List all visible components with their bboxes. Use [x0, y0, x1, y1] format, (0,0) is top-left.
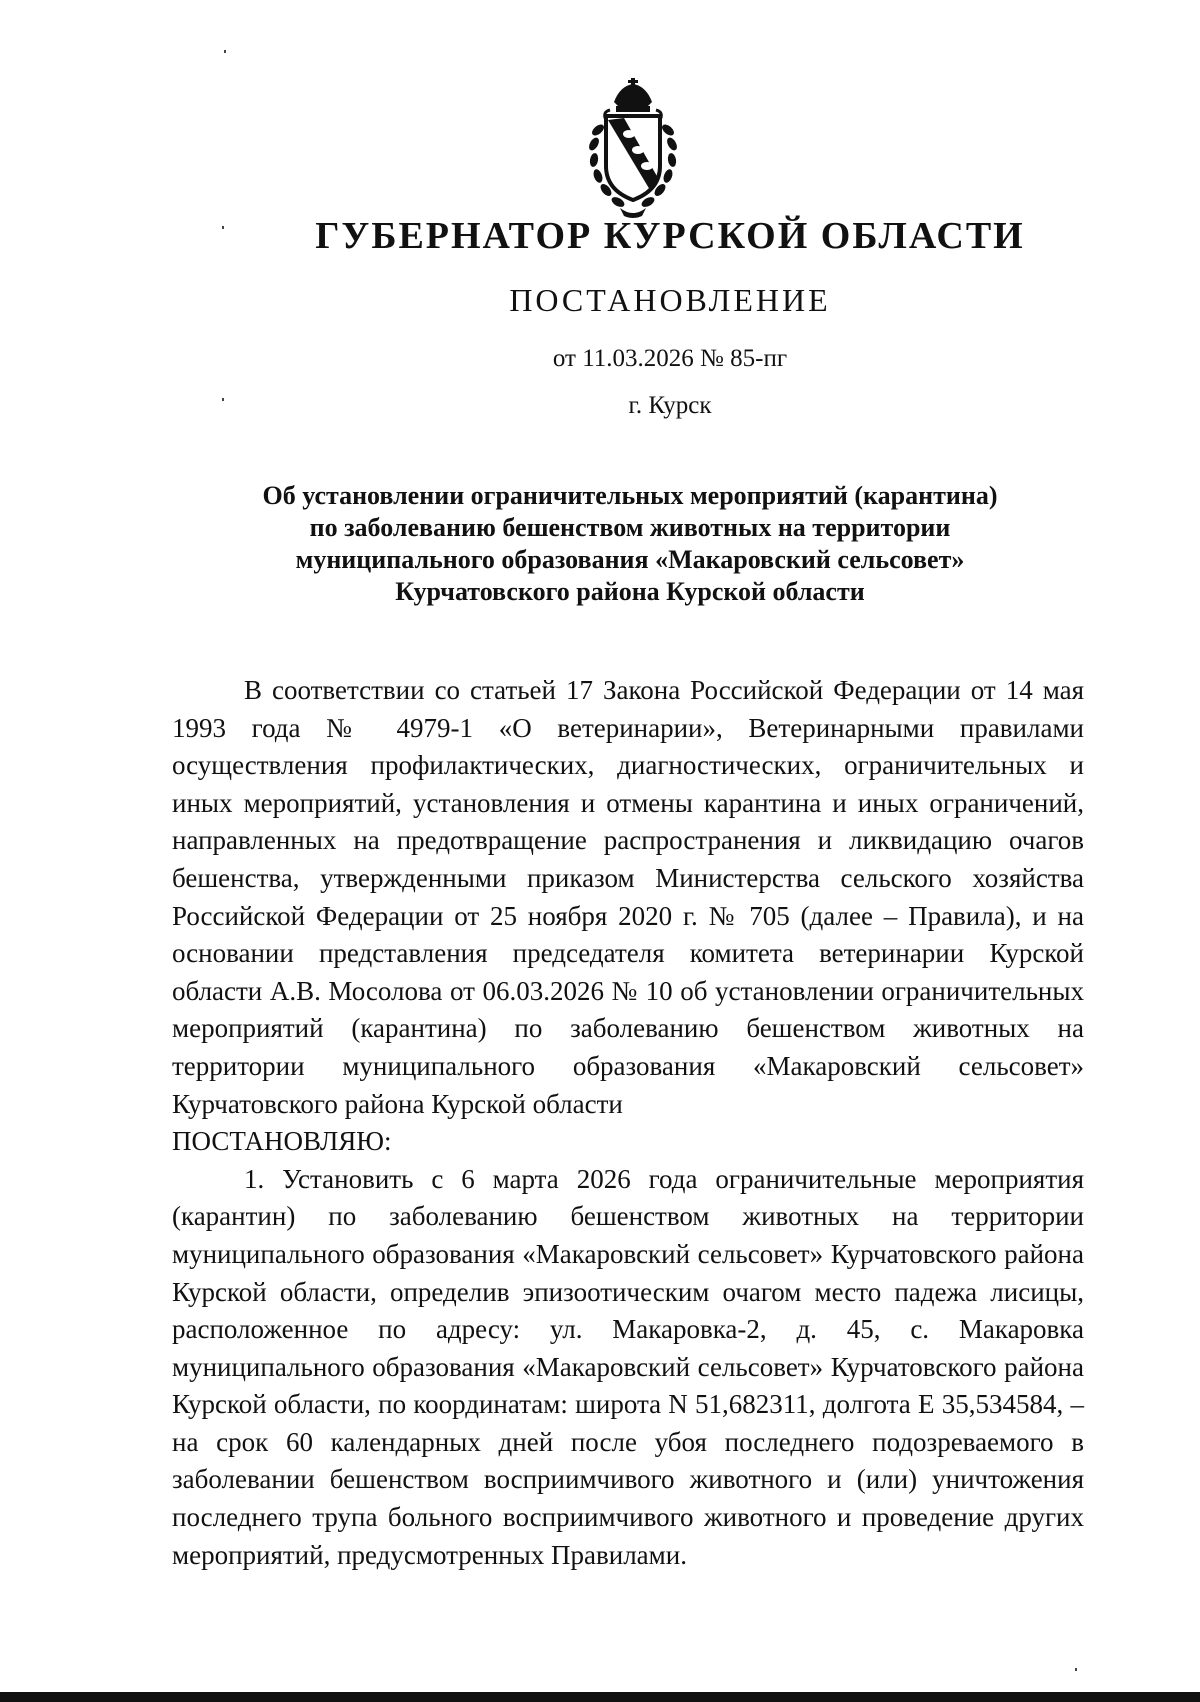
scan-bottom-edge: [0, 1692, 1200, 1702]
item-1-paragraph: 1. Установить с 6 марта 2026 года ограничительные мероприятия (карантин) по заболеванию бешенством животных на территории муниципального образования «Макаровский сельсовет» Курчатовского района Курской области, определив эпизоотическим очагом место падежа лисицы, расположенное по адресу: ул. Макаровка-2, д. 45, с. Макаровка муниципального образования «Макаровский сельсовет» Курчатовского района Курской области, по координатам: широта N 51,682311, долгота E 35,534584, – на срок 60 календарных дней после убоя последнего подозреваемого в заболевании бешенством восприимчивого животного и (или) уничтожения последнего трупа больного восприимчивого животного и проведение других мероприятий, предусмотренных Правилами.: [172, 1163, 1084, 1570]
scan-speck: [1075, 1668, 1077, 1671]
issuing-authority: ГУБЕРНАТОР КУРСКОЙ ОБЛАСТИ: [315, 215, 1025, 257]
decree-word: ПОСТАНОВЛЯЮ:: [172, 1126, 392, 1157]
subject-line: Об установлении ограничительных мероприятий (карантина): [262, 481, 998, 510]
subject-line: муниципального образования «Макаровский сельсовет»: [295, 545, 965, 574]
document-city: г. Курск: [628, 392, 712, 419]
document-date-number: от 11.03.2026 № 85-пг: [552, 345, 788, 372]
preamble-paragraph: В соответствии со статьей 17 Закона Российской Федерации от 14 мая 1993 года № 4979-1 «О ветеринарии», Ветеринарными правилами осуществления профилактических, диагностических, ограничительных и иных мероприятий, установления и отмены карантина и иных ограничений, направленных на предотвращение распространения и ликвидацию очагов бешенства, утвержденными приказом Министерства сельского хозяйства Российской Федерации от 25 ноября 2020 г. № 705 (далее – Правила), и на основании представления председателя комитета ветеринарии Курской области А.В. Мосолова от 06.03.2026 № 10 об установлении ограничительных мероприятий (карантина) по заболеванию бешенством животных на территории муниципального образования «Макаровский сельсовет» Курчатовского района Курской области: [172, 675, 1084, 1119]
coat-of-arms-icon: [562, 78, 704, 220]
scan-speck: [222, 226, 224, 229]
scan-speck: [222, 398, 224, 401]
scan-speck: [224, 50, 226, 53]
document-subject: [170, 480, 1090, 608]
subject-line: по заболеванию бешенством животных на территории: [309, 513, 951, 542]
document-type: ПОСТАНОВЛЕНИЕ: [509, 282, 831, 318]
subject-line: Курчатовского района Курской области: [395, 577, 865, 606]
document-body: [172, 672, 1084, 1574]
